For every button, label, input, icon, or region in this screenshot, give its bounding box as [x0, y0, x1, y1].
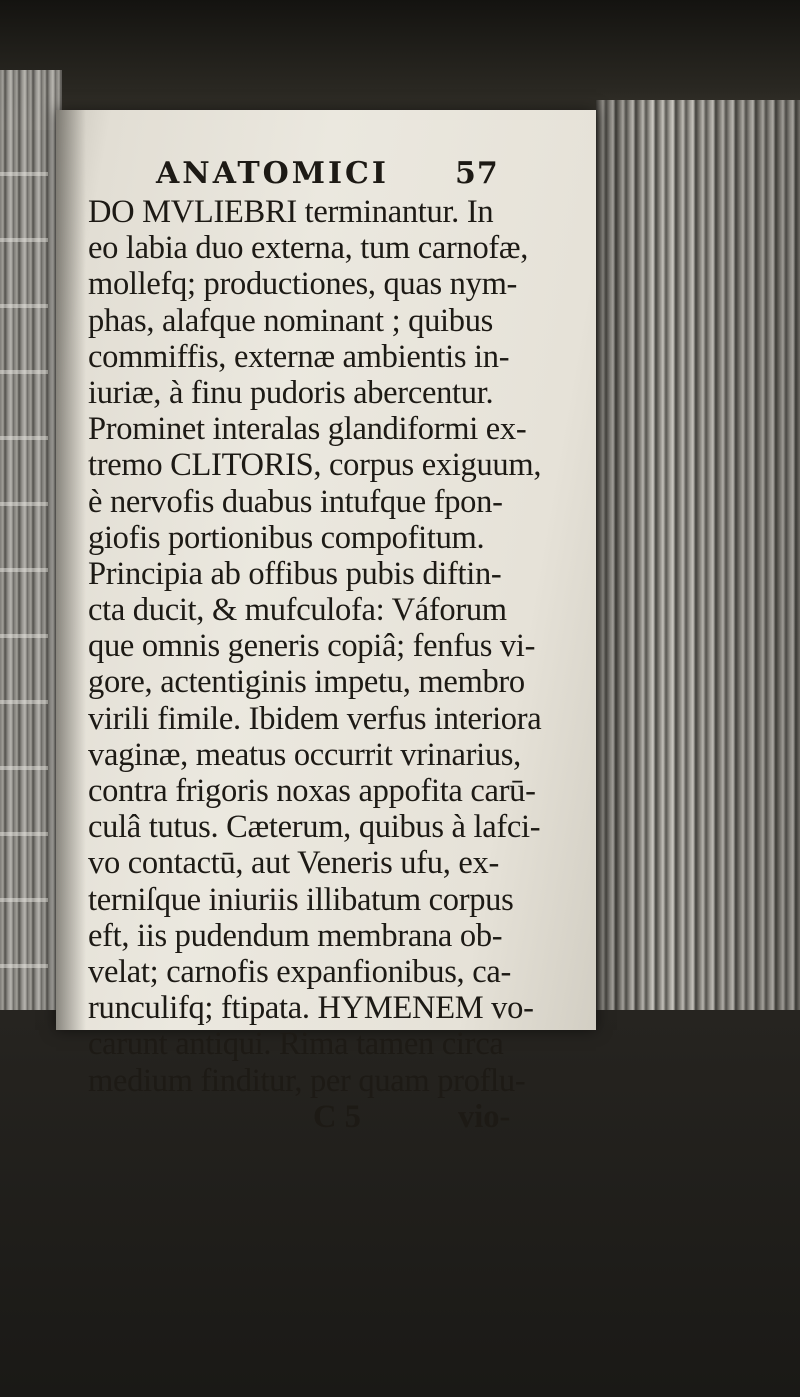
- text-line: è nervofis duabus intufque fpon-: [88, 483, 503, 520]
- catchword: vio-: [458, 1098, 511, 1135]
- text-line: virili fimile. Ibidem verfus interiora: [88, 700, 542, 737]
- text-line: culâ tutus. Cæterum, quibus à lafci-: [88, 809, 541, 846]
- text-line: que omnis generis copiâ; fenfus vi-: [88, 628, 536, 665]
- text-line: eo labia duo externa, tum carnofæ,: [88, 230, 529, 267]
- body-text: [88, 194, 588, 1099]
- running-header: [88, 140, 588, 194]
- right-edge-shadow: [596, 100, 800, 1060]
- left-page-tabs: [0, 110, 48, 1010]
- text-line: Prominet interalas glandiformi ex-: [88, 411, 527, 448]
- text-line: commiffis, externæ ambientis in-: [88, 338, 510, 375]
- running-title: ANATOMICI: [156, 156, 389, 191]
- page-number: 57: [455, 156, 499, 191]
- text-line: mollefq; productiones, quas nym-: [88, 266, 518, 303]
- text-line: DO MVLIEBRI terminantur. In: [88, 194, 494, 230]
- page-text: [88, 140, 588, 1135]
- text-line: tremo CLITORIS, corpus exiguum,: [88, 447, 542, 484]
- text-line: Principia ab offibus pubis diftin-: [88, 555, 502, 592]
- text-line: contra frigoris noxas appofita carū-: [88, 773, 536, 809]
- text-line: vo contactū, aut Veneris ufu, ex-: [88, 845, 499, 882]
- text-line: vaginæ, meatus occurrit vrinarius,: [88, 736, 521, 773]
- text-line: medium finditur, per quam proflu-: [88, 1062, 526, 1099]
- text-line: terniſque iniuriis illibatum corpus: [88, 881, 514, 918]
- text-line: eft, iis pudendum membrana ob-: [88, 917, 503, 954]
- text-line: runculifq; ftipata. HYMENEM vo-: [88, 990, 534, 1027]
- text-line: carunt antiqui. Rima tamen circa: [88, 1026, 504, 1063]
- text-line: velat; carnofis expanfionibus, ca-: [88, 953, 511, 990]
- text-line: cta ducit, & mufculofa: Váforum: [88, 592, 507, 629]
- text-line: phas, alafque nominant ; quibus: [88, 302, 493, 339]
- text-line: gore, actentiginis impetu, membro: [88, 664, 525, 701]
- text-line: iuriæ, à finu pudoris abercentur.: [88, 374, 494, 411]
- text-line: giofis portionibus compofitum.: [88, 519, 485, 556]
- page-gutter-shadow: [56, 110, 86, 1030]
- signature-mark: C 5: [313, 1098, 361, 1135]
